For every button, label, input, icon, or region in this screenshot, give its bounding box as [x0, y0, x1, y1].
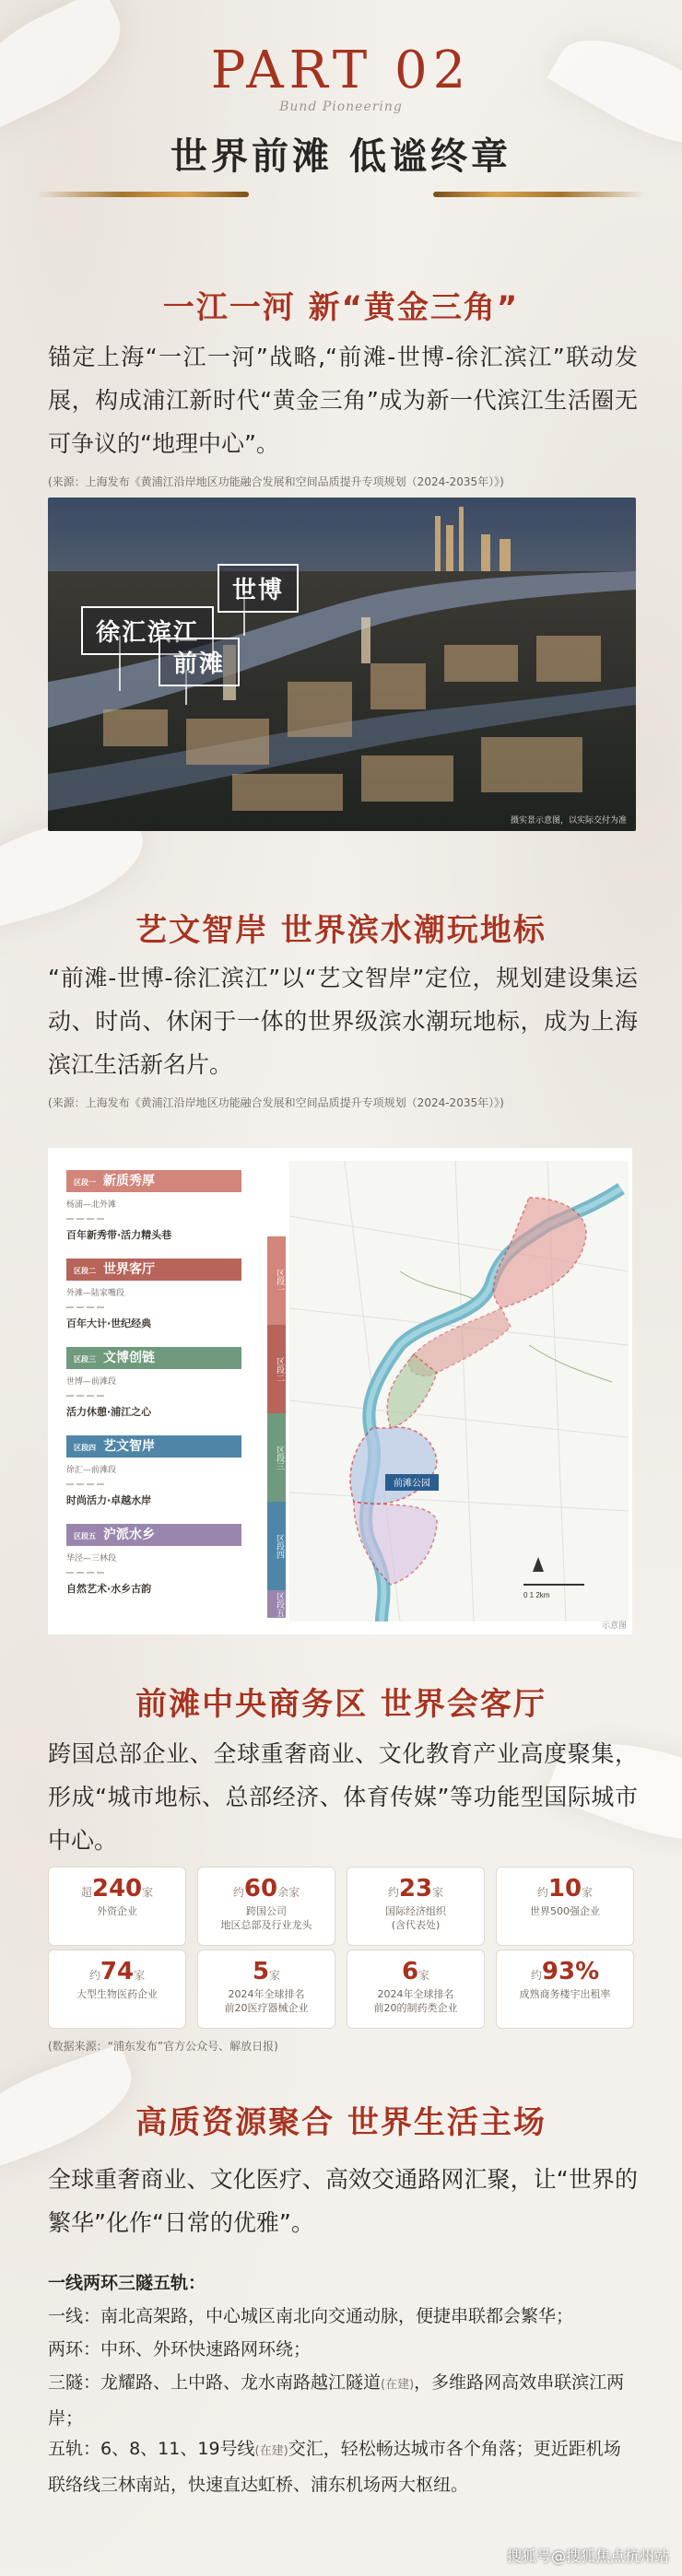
zone4-bar: 区段四 艺文智岸	[66, 1435, 241, 1458]
zone1-mini-tags	[66, 1212, 260, 1224]
stat-label: 外资企业	[97, 1905, 137, 1917]
page-title: 世界前滩 低谧终章	[170, 135, 512, 178]
watermark: 搜狐号@搜狐焦点杭州站	[506, 2547, 669, 2565]
aerial-photo	[48, 498, 636, 831]
part-subtitle: Bund Pioneering	[279, 100, 403, 114]
stat-label: 2024年全球排名 前20医疗器械企业	[224, 1988, 309, 2014]
zone5-mini-tags	[66, 1566, 260, 1577]
stat-box	[496, 1950, 634, 2029]
transport-line-2: 两环：中环、外环快速路网环绕；	[48, 2339, 312, 2359]
section4-paragraph: 全球重奢商业、文化医疗、高效交通路网汇聚，让“世界的繁华”化作“日常的优雅”。	[48, 2166, 638, 2236]
stat-label: 世界500强企业	[530, 1905, 600, 1917]
map-corner-note: 示意图	[601, 1622, 627, 1631]
photo-note: 摄实景示意图，以实际交付为准	[510, 816, 627, 825]
zone4-sub: 徐汇—前滩段	[66, 1466, 117, 1475]
zone2-mini-tags	[66, 1301, 260, 1312]
zone3-strong: 活力休憩·浦江之心	[66, 1406, 152, 1418]
aerial-city-illustration	[48, 498, 636, 831]
stat-box	[496, 1867, 634, 1946]
svg-text:0 1 2km: 0 1 2km	[523, 1591, 550, 1599]
transport-line-1: 一线：南北高架路，中心城区南北向交通动脉，便捷串联都会繁华；	[48, 2306, 574, 2326]
river-map	[289, 1161, 629, 1622]
zone1-strong: 百年新秀带·活力精头巷	[66, 1229, 172, 1241]
transport-list-title: 一线两环三隧五轨：	[48, 2273, 206, 2293]
side-label-2: 区段二	[267, 1325, 286, 1413]
zone1-sub: 杨浦—北外滩	[66, 1200, 117, 1210]
stat-box	[347, 1867, 485, 1946]
stat-value: 超240家	[80, 1875, 154, 1903]
stat-box	[197, 1950, 335, 2029]
gold-divider-left	[37, 192, 249, 197]
stat-value: 约93%	[530, 1958, 600, 1985]
stat-box	[48, 1867, 186, 1946]
zone5-sub: 华泾—三林段	[66, 1554, 117, 1563]
stat-label: 2024年全球排名 前20的制药类企业	[373, 1988, 458, 2014]
stat-value: 5家	[252, 1958, 281, 1985]
zone2-sub: 外滩—陆家嘴段	[66, 1289, 125, 1298]
zone4-strong: 时尚活力·卓越水岸	[66, 1494, 152, 1506]
gold-divider-right	[433, 192, 645, 197]
side-label-5: 区段五	[267, 1590, 286, 1618]
stat-value: 约74家	[88, 1958, 146, 1985]
side-label-4: 区段四	[267, 1502, 286, 1590]
stat-value: 约10家	[536, 1875, 594, 1903]
section2-paragraph: “前滩-世博-徐汇滨江”以“艺文智岸”定位，规划建设集运动、时尚、休闲于一体的世界级滨水潮玩地标，成为上海滨江生活新名片。	[48, 965, 638, 1078]
part-number: PART 02	[210, 41, 472, 100]
transport-line-3: 三隧：龙耀路、上中路、龙水南路越江隧道(在建)，多维路网高效串联滨江两岸；	[48, 2372, 625, 2429]
section1-source: (来源：上海发布《黄浦江沿岸地区功能融合发展和空间品质提升专项规划（2024-2035年）》)	[48, 475, 504, 488]
section3-title: 前滩中央商务区 世界会客厅	[135, 1686, 547, 1723]
place-label: 前滩公园	[394, 1479, 430, 1489]
stat-box	[347, 1950, 485, 2029]
zone4-mini-tags	[66, 1478, 260, 1489]
side-label-1: 区段一	[267, 1236, 286, 1325]
stat-box	[197, 1867, 335, 1946]
stat-label: 国际经济组织 (含代表处)	[385, 1905, 446, 1931]
side-label-3: 区段三	[267, 1413, 286, 1502]
stat-box	[48, 1950, 186, 2029]
zone2-bar: 区段二 世界客厅	[66, 1259, 241, 1281]
section2-title: 艺文智岸 世界滨水潮玩地标	[135, 912, 547, 949]
stat-value: 约23家	[387, 1875, 444, 1903]
zone5-bar: 区段五 沪派水乡	[66, 1524, 241, 1546]
stat-label: 跨国公司 地区总部及行业龙头	[220, 1905, 312, 1931]
stat-label: 成熟商务楼宇出租率	[519, 1988, 611, 2000]
section1-title: 一江一河 新“黄金三角”	[162, 289, 520, 326]
stat-value: 6家	[401, 1958, 430, 1985]
zone5-strong: 自然艺术·水乡古韵	[66, 1583, 152, 1595]
section4-title: 高质资源聚合 世界生活主场	[135, 2104, 547, 2141]
photo-tag-shibo: 世博	[218, 564, 299, 613]
zone2-strong: 百年大计·世纪经典	[66, 1317, 152, 1329]
planning-map	[48, 1148, 632, 1634]
photo-tag-qiantan: 前滩	[159, 638, 240, 686]
zone3-sub: 世博—前滩段	[66, 1377, 117, 1387]
section1-paragraph: 锚定上海“一江一河”战略,“前滩-世博-徐汇滨江”联动发展，构成浦江新时代“黄金三角”成为新一代滨江生活圈无可争议的“地理中心”。	[48, 344, 638, 457]
zone1-bar: 区段一 新质秀厚	[66, 1170, 241, 1192]
photo-tag-xuhui: 徐汇滨江	[81, 606, 214, 655]
section3-paragraph: 跨国总部企业、全球重奢商业、文化教育产业高度聚集，形成“城市地标、总部经济、体育传媒”等功能型国际城市中心。	[48, 1740, 638, 1854]
section2-source: (来源：上海发布《黄浦江沿岸地区功能融合发展和空间品质提升专项规划（2024-2035年）》)	[48, 1096, 504, 1109]
stat-label: 大型生物医药企业	[76, 1988, 158, 2000]
section3-source: (数据来源：“浦东发布”官方公众号、解放日报)	[48, 2040, 278, 2053]
transport-line-4: 五轨：6、8、11、19号线(在建)交汇，轻松畅达城市各个角落；更近距机场联络线三林南站，快速直达虹桥、浦东机场两大枢纽。	[48, 2439, 621, 2495]
zone3-bar: 区段三 文博创链	[66, 1347, 241, 1369]
zone3-mini-tags	[66, 1389, 260, 1400]
stat-value: 约60余家	[232, 1875, 300, 1903]
